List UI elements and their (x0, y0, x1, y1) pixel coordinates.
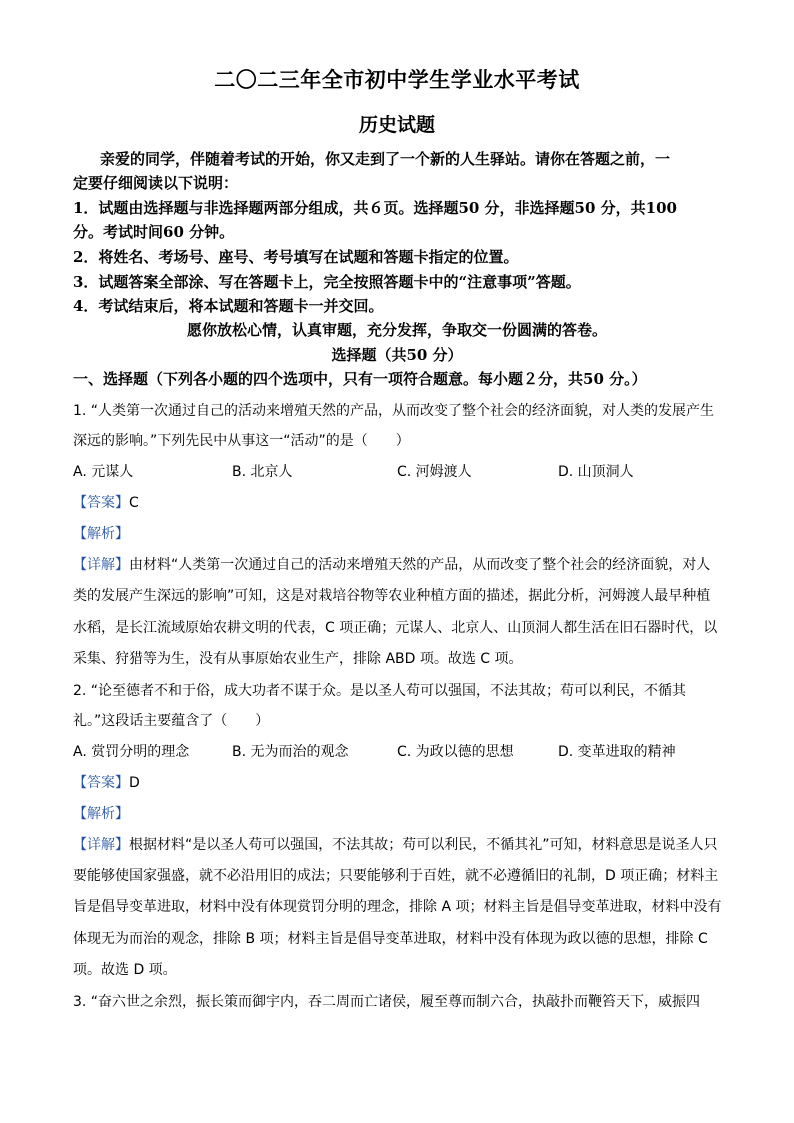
q3-stem-line-1: 3. “奋六世之余烈，振长策而御宇内，吞二周而亡诸侯，履至尊而制六合，执敲扑而鞭笞天下，威振四 (73, 994, 701, 1010)
q2-detail-line-5: 项。故选 D 项。 (73, 962, 177, 978)
q1-option-c: C. 河姆渡人 (397, 464, 472, 480)
q2-detail-line-3: 旨是倡导变革进取，材料中没有体现赏罚分明的理念，排除 A 项；材料主旨是倡导变革进取，材料中没有 (73, 899, 722, 915)
answer-tag: 【答案】 (73, 495, 129, 511)
q1-answer (73, 492, 733, 512)
q1-stem-line-2: 深远的影响。”下列先民中从事这一“活动”的是（ ） (73, 433, 410, 449)
instruction-item-3: 3．试题答案全部涂、写在答题卡上，完全按照答题卡中的“注意事项”答题。 (73, 273, 581, 291)
q1-detail-line-2: 类的发展产生深远的影响”可知，这是对栽培谷物等农业种植方面的描述，据此分析，河姆渡人最早种植 (73, 588, 711, 604)
exam-title: 二〇二三年全市初中学生学业水平考试 (214, 67, 580, 92)
intro-line-1: 亲爱的同学，伴随着考试的开始，你又走到了一个新的人生驿站。请你在答题之前，一 (100, 150, 671, 168)
instruction-item-4: 4．考试结束后，将本试题和答题卡一并交回。 (73, 297, 384, 315)
q1-detail-text-1: 由材料“人类第一次通过自己的活动来增殖天然的产品，从而改变了整个社会的经济面貌，对人 (129, 557, 711, 573)
q1-answer-value: C (129, 495, 139, 511)
q2-detail-line-4: 体现无为而治的观念，排除 B 项；材料主旨是倡导变革进取，材料中没有体现为政以德的思想，排除 C (73, 931, 708, 947)
answer-tag: 【答案】 (73, 775, 129, 791)
q2-detail-line-2: 要能够使国家强盛，就不必沿用旧的成法；只要能够利于百姓，就不必遵循旧的礼制，D 项正确；材料主 (73, 868, 719, 884)
q1-option-d: D. 山顶洞人 (558, 464, 634, 480)
q2-option-c: C. 为政以德的思想 (397, 744, 514, 760)
q2-answer-value: D (129, 775, 140, 791)
instruction-item-1-cont: 分。考试时间60 分钟。 (73, 223, 235, 241)
q2-option-b: B. 无为而治的观念 (232, 744, 349, 760)
detail-tag: 【详解】 (73, 837, 129, 853)
q2-stem-line-2: 礼。”这段话主要蕴含了（ ） (73, 713, 270, 729)
q1-analysis (73, 523, 733, 543)
analysis-tag: 【解析】 (73, 806, 129, 822)
intro-line-2: 定要仔细阅读以下说明： (73, 174, 239, 192)
q1-detail-line-3: 水稻，是长江流域原始农耕文明的代表，C 项正确；元谋人、北京人、山顶洞人都生活在旧石器时代，以 (73, 620, 718, 636)
q1-option-a: A. 元谋人 (73, 464, 134, 480)
analysis-tag: 【解析】 (73, 526, 129, 542)
subject-title: 历史试题 (358, 114, 435, 136)
q2-stem-line-1: 2. “论至德者不和于俗，成大功者不谋于众。是以圣人苟可以强国，不法其故；苟可以利民，不循其 (73, 683, 687, 699)
wish-line: 愿你放松心情，认真审题，充分发挥，争取交一份圆满的答卷。 (186, 321, 607, 339)
q2-detail-text-1: 根据材料“是以圣人苟可以强国，不法其故；苟可以利民，不循其礼”可知，材料意思是说圣人只 (129, 837, 718, 853)
q2-option-a: A. 赏罚分明的理念 (73, 744, 190, 760)
q1-stem-line-1: 1. “人类第一次通过自己的活动来增殖天然的产品，从而改变了整个社会的经济面貌，对人类的发展产生 (73, 403, 715, 419)
q2-option-d: D. 变革进取的精神 (558, 744, 676, 760)
instruction-item-2: 2．将姓名、考场号、座号、考号填写在试题和答题卡指定的位置。 (73, 248, 519, 266)
q2-answer (73, 772, 733, 792)
section-heading: 选择题（共50 分） (331, 346, 463, 364)
q1-detail-line-4: 采集、狩猎等为生，没有从事原始农业生产，排除 ABD 项。故选 C 项。 (73, 651, 523, 667)
q1-detail-line-1 (73, 554, 733, 574)
part-one-heading: 一、选择题（下列各小题的四个选项中，只有一项符合题意。每小题２分，共50 分。） (73, 370, 647, 388)
q2-detail-line-1 (73, 834, 733, 854)
detail-tag: 【详解】 (73, 557, 129, 573)
instruction-item-1: 1．试题由选择题与非选择题两部分组成，共６页。选择题50 分，非选择题50 分，共100 (73, 199, 677, 217)
q2-analysis (73, 803, 733, 823)
q1-option-b: B. 北京人 (232, 464, 293, 480)
